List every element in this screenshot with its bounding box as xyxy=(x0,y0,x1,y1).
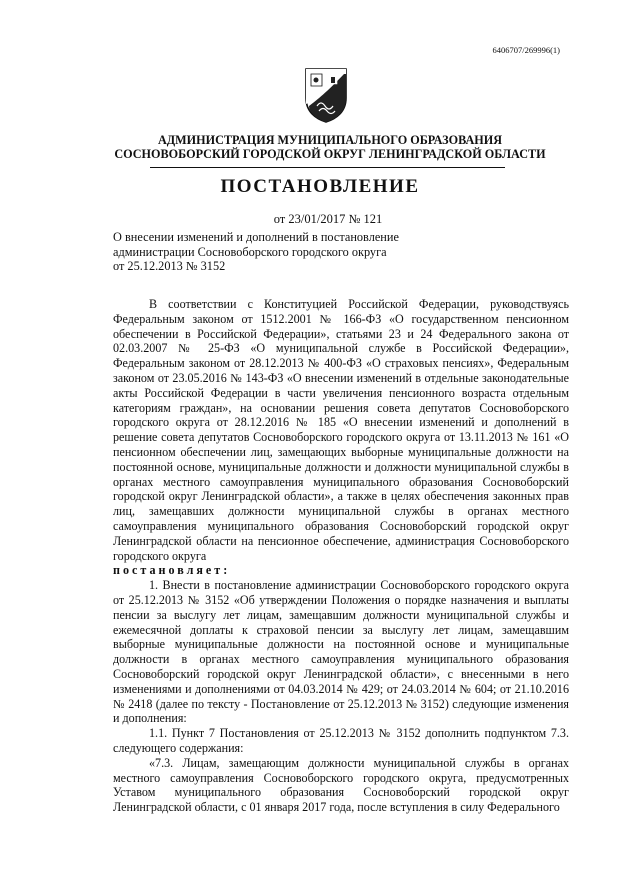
item-1-paragraph: 1. Внести в постановление администрации Сосновоборского городского округа от 25.12.2013 № 3152 «Об утверждении Положения о порядке назначения и выплаты пенсии за выслугу лет лицам, замещавшим должности муниципальной службы и ежемесячной доплаты к страховой пенсии за выслугу лет лицам, замещавшим выборные муниципальные должности на постоянной основе и муниципальные должности в органах местного самоуправления муниципального образования Сосновоборский городской округ Ленинградской области», с внесенными в него изменениями и дополнениями от 04.03.2014 № 429; от 24.03.2014 № 604; от 21.10.2016 № 2418 (далее по тексту - Постановление от 25.12.2013 № 3152) следующие изменения и дополнения: xyxy=(113,578,569,726)
item-7-3-paragraph: «7.3. Лицам, замещающим должности муниципальной службы в органах местного самоуправления Сосновоборского городского округа, предусмотренных Уставом муниципального образования Сосновоборский городской округ Ленинградской области, с 01 января 2017 года, после вступления в силу Федерального xyxy=(113,755,569,815)
document-number: 6406707/269996(1) xyxy=(492,45,560,55)
item-1-1-paragraph: 1.1. Пункт 7 Постановления от 25.12.2013 № 3152 дополнить подпунктом 7.3. следующего содержания: xyxy=(113,726,569,755)
document-body xyxy=(113,297,569,815)
subject-line-3: от 25.12.2013 № 3152 xyxy=(113,259,226,274)
document-date: от 23/01/2017 № 121 xyxy=(273,212,383,226)
organization-name xyxy=(60,133,600,161)
header-divider xyxy=(150,167,505,168)
subject-line-1: О внесении изменений и дополнений в постановление xyxy=(113,230,399,244)
resolve-heading: постановляет: xyxy=(113,563,231,578)
document-subject xyxy=(113,230,443,274)
document-title: ПОСТАНОВЛЕНИЕ xyxy=(220,176,420,197)
preamble-paragraph: В соответствии с Конституцией Российской Федерации, руководствуясь Федеральным законом от 1512.2001 № 166-ФЗ «О государственном пенсионном обеспечении в Российской Федерации», статьями 23 и 24 Федерального закона от 02.03.2007 № 25-ФЗ «О муниципальной службе в Российской Федерации», Федеральным законом от 28.12.2013 № 400-ФЗ «О страховых пенсиях», Федеральным законом от 23.05.2016 № 143-ФЗ «О внесении изменений в отдельные законодательные акты Российской Федерации в части увеличения пенсионного возраста отдельным категориям граждан», на основании решения совета депутатов Сосновоборского городского округа от 28.12.2016 № 185 «О внесении изменений и дополнений в решение совета депутатов Сосновоборского городского округа от 13.11.2013 № 161 «О пенсионном обеспечении лиц, замещающих выборные муниципальные должности на постоянной основе, муниципальные должности и должности муниципальной службы в органах местного самоуправления муниципального образования Сосновоборский городской округ Ленинградской области», а также в целях обеспечения законных прав лиц, замещавших должности муниципальной службы в органах местного самоуправления муниципального образования Сосновоборский городской округ Ленинградской области на пенсионное обеспечение, администрация Сосновоборского городского округа xyxy=(113,297,569,563)
org-line-2: СОСНОВОБОРСКИЙ ГОРОДСКОЙ ОКРУГ ЛЕНИНГРАДСКОЙ ОБЛАСТИ xyxy=(114,147,546,161)
coat-of-arms-icon xyxy=(303,66,349,124)
subject-line-2: администрации Сосновоборского городского округа xyxy=(113,244,387,259)
org-line-1: АДМИНИСТРАЦИЯ МУНИЦИПАЛЬНОГО ОБРАЗОВАНИЯ xyxy=(157,133,503,147)
